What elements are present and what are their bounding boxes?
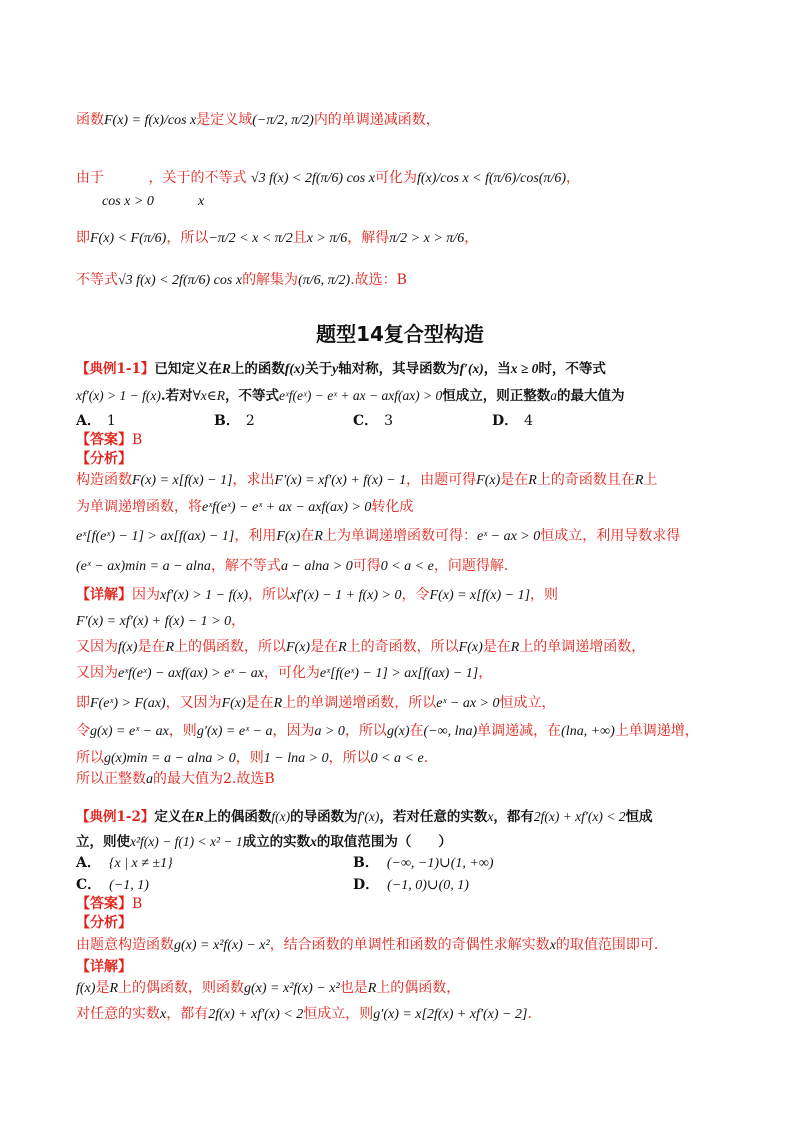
ex1-detail-line-3: 又因为f(x)是在R上的偶函数，所以F(x)是在R上的奇函数，所以F(x)是在R上的单调递增函数， <box>76 639 646 655</box>
ex1-analysis-line-2: 为单调递增函数，将eˣf(eˣ) − eˣ + ax − axf(ax) > 0转化成 <box>76 499 414 515</box>
ex2-option-b: B． (−∞, −1)∪(1, +∞) <box>353 855 494 871</box>
ex2-detail-line-2: 对任意的实数x，都有2f(x) + xf′(x) < 2恒成立，则g′(x) = x[2f(x) + xf′(x) − 2]. <box>76 1006 532 1022</box>
ex2-analysis-line: 由题意构造函数g(x) = x²f(x) − x²，结合函数的单调性和函数的奇偶性求解实数x的取值范围即可. <box>76 937 659 953</box>
ex1-tag: 【典例1-1】 <box>76 361 155 377</box>
ex1-detail-line-1: 【详解】因为xf′(x) > 1 − f(x)，所以xf′(x) − 1 + f(x) > 0，令F(x) = x[f(x) − 1]，则 <box>76 587 559 603</box>
ex2-option-d: D． (−1, 0)∪(0, 1) <box>353 877 469 893</box>
ex1-question-line-1: 【典例1-1】已知定义在R上的函数f(x)关于y轴对称，其导函数为f′(x)，当x ≥ 0时，不等式 <box>76 361 606 377</box>
ex1-question-line-2: xf′(x) > 1 − f(x).若对∀x∈R，不等式eˣf(eˣ) − eˣ + ax − axf(ax) > 0恒成立，则正整数a的最大值为 <box>76 388 625 404</box>
ex2-analysis-tag: 【分析】 <box>76 915 132 931</box>
ex1-option-c: C． 3 <box>353 413 394 429</box>
ex1-detail-line-8: 所以正整数a的最大值为2.故选B <box>76 771 275 787</box>
ex2-detail-line-1: f(x)是R上的偶函数，则函数g(x) = x²f(x) − x²也是R上的偶函数， <box>76 980 461 996</box>
ex1-analysis-line-1: 构造函数F(x) = x[f(x) − 1]，求出F′(x) = xf′(x) + f(x) − 1，由题可得F(x)是在R上的奇函数且在R上 <box>76 472 658 488</box>
ex1-detail-line-6: 令g(x) = eˣ − ax，则g′(x) = eˣ − a，因为a > 0，所以g(x)在(−∞, lna)单调递减，在(lna, +∞)上单调递增， <box>76 723 699 739</box>
solution-line-1: 函数F(x) = f(x)/cos x是定义域(−π/2, π/2)内的单调递减函数， <box>76 112 440 128</box>
ex2-question-line-1: 【典例1-2】定义在R上的偶函数f(x)的导函数为f′(x)，若对任意的实数x，都有2f(x) + xf′(x) < 2恒成 <box>76 809 653 825</box>
ex1-analysis-line-4: (eˣ − ax)min = a − alna，解不等式a − alna > 0可得0 < a < e，问题得解. <box>76 558 509 574</box>
ex1-option-a: A． 1 <box>76 413 116 429</box>
ex1-analysis-tag: 【分析】 <box>76 451 132 467</box>
ex1-detail-line-7: 所以g(x)min = a − alna > 0，则1 − lna > 0，所以0 < a < e. <box>76 750 429 766</box>
solution-line-4: 不等式√3 f(x) < 2f(π/6) cos x的解集为(π/6, π/2).故选：B <box>76 272 407 288</box>
ex1-option-b: B． 2 <box>214 413 255 429</box>
ex2-detail-tag: 【详解】 <box>76 959 132 975</box>
ex2-tag: 【典例1-2】 <box>76 809 155 825</box>
solution-line-3: 即F(x) < F(π/6)，所以−π/2 < x < π/2且x > π/6，解得π/2 > x > π/6， <box>76 230 479 246</box>
ex2-question-line-2: 立，则使x²f(x) − f(1) < x² − 1成立的实数x的取值范围为（ ） <box>76 834 452 850</box>
ex2-answer: 【答案】B <box>76 896 143 912</box>
ex1-detail-line-5: 即F(eˣ) > F(ax)，又因为F(x)是在R上的单调递增函数，所以eˣ − ax > 0恒成立， <box>76 695 556 711</box>
ex1-detail-line-4: 又因为eˣf(eˣ) − axf(ax) > eˣ − ax，可化为eˣ[f(eˣ) − 1] > ax[f(ax) − 1]， <box>76 665 493 681</box>
section-title: 题型14复合型构造 <box>316 322 484 346</box>
ex2-option-c: C． (−1, 1) <box>76 877 149 893</box>
ex1-answer: 【答案】B <box>76 432 143 448</box>
ex1-analysis-line-3: eˣ[f(eˣ) − 1] > ax[f(ax) − 1]，利用F(x)在R上为单调递增函数可得：eˣ − ax > 0恒成立，利用导数求得 <box>76 528 681 544</box>
ex1-detail-line-2: F′(x) = xf′(x) + f(x) − 1 > 0， <box>76 613 246 629</box>
solution-line-2: 由于 cos x > 0 ，关于的不等式 x √3 f(x) < 2f(π/6) cos x可化为f(x)/cos x < f(π/6)/cos(π/6)， <box>76 170 581 209</box>
ex1-option-d: D． 4 <box>492 413 534 429</box>
ex2-option-a: A． {x | x ≠ ±1} <box>76 855 173 871</box>
